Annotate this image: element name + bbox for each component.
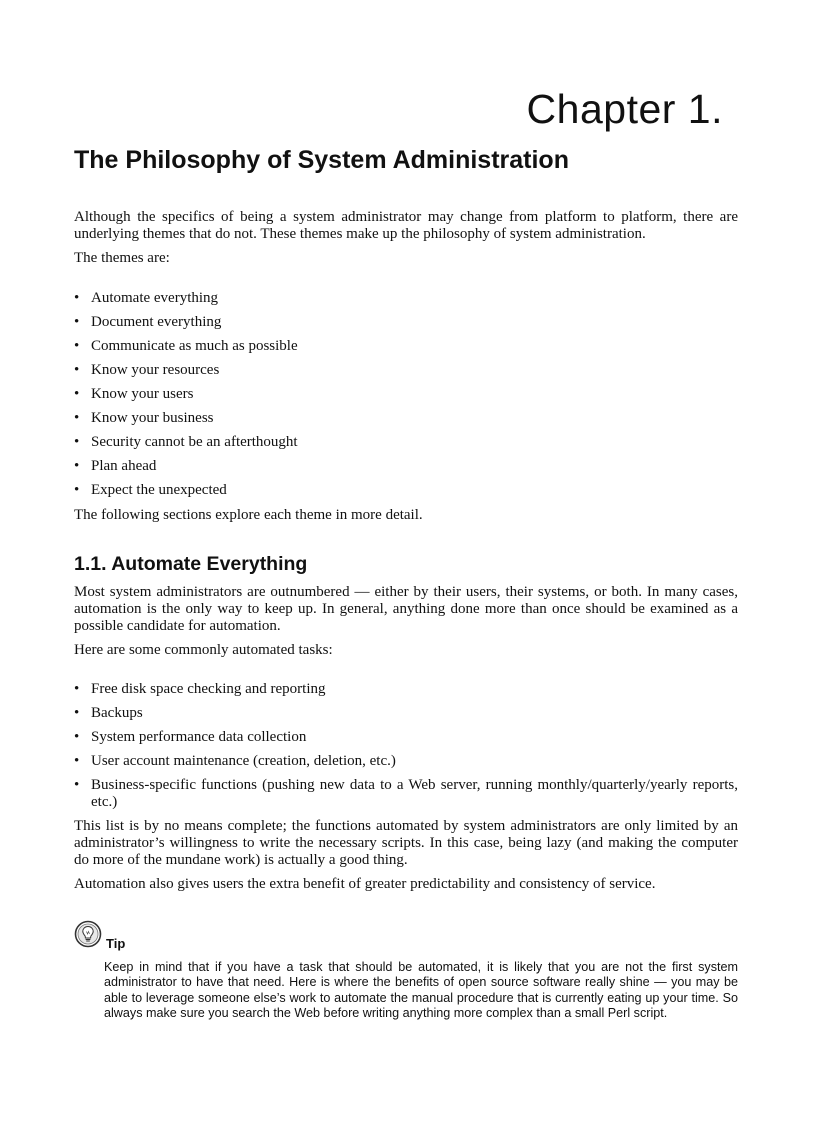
- section-paragraph: This list is by no means complete; the functions automated by system administrators are only limited by an administrator’s willingness to write the necessary scripts. In this case, being lazy (and making the computer do more of the mundane work) is actually a good thing.: [74, 818, 738, 868]
- bullet-icon: •: [74, 290, 80, 306]
- themes-closing: The following sections explore each theme in more detail.: [74, 507, 423, 523]
- bullet-icon: •: [74, 729, 80, 745]
- bullet-icon: •: [74, 314, 80, 330]
- list-item-text: Plan ahead: [91, 458, 157, 474]
- list-item-text: Security cannot be an afterthought: [91, 434, 298, 450]
- section-paragraph: Automation also gives users the extra benefit of greater predictability and consistency of service.: [74, 876, 656, 892]
- themes-lead: The themes are:: [74, 250, 170, 266]
- bullet-icon: •: [74, 681, 80, 697]
- section-paragraph: Most system administrators are outnumbered — either by their users, their systems, or both. In many cases, automation is the only way to keep up. In general, anything done more than once should be examined as a possible candidate for automation.: [74, 584, 738, 634]
- list-item: [74, 290, 738, 307]
- list-item: [74, 362, 738, 379]
- list-item: [74, 434, 738, 451]
- list-item: [74, 705, 738, 722]
- list-item-text: Automate everything: [91, 290, 219, 306]
- list-item-text: Free disk space checking and reporting: [91, 681, 326, 697]
- list-item: [74, 410, 738, 427]
- list-item-text: Know your users: [91, 386, 194, 402]
- list-item: [74, 729, 738, 746]
- list-item-text: Know your resources: [91, 362, 220, 378]
- tip-text: Keep in mind that if you have a task that should be automated, it is likely that you are not the first system administrator to have that need. Here is where the benefits of open source software really shine — you may be able to leverage someone else’s work to automate the manual procedure that is currently eating up your time. So always make sure you search the Web before writing anything more complex than a small Perl script.: [104, 960, 738, 1020]
- list-item: [74, 386, 738, 403]
- bullet-icon: •: [74, 482, 80, 498]
- tasks-lead: Here are some commonly automated tasks:: [74, 642, 333, 658]
- list-item-text: Know your business: [91, 410, 214, 426]
- bullet-icon: •: [74, 458, 80, 474]
- bullet-icon: •: [74, 386, 80, 402]
- bullet-icon: •: [74, 362, 80, 378]
- section-title: 1.1. Automate Everything: [74, 553, 308, 575]
- list-item: [74, 681, 738, 698]
- list-item-text: Communicate as much as possible: [91, 338, 298, 354]
- list-item: [74, 314, 738, 331]
- list-item-text: User account maintenance (creation, deletion, etc.): [91, 753, 396, 769]
- chapter-title: The Philosophy of System Administration: [74, 146, 569, 174]
- bullet-icon: •: [74, 753, 80, 769]
- bullet-icon: •: [74, 338, 80, 354]
- list-item-text: Expect the unexpected: [91, 482, 227, 498]
- bullet-icon: •: [74, 410, 80, 426]
- list-item: [74, 753, 738, 770]
- lightbulb-icon: [74, 920, 102, 948]
- list-item: [74, 777, 738, 811]
- tip-label: Tip: [106, 936, 126, 951]
- bullet-icon: •: [74, 434, 80, 450]
- list-item: [74, 458, 738, 475]
- list-item-text: Backups: [91, 705, 143, 721]
- list-item: [74, 482, 738, 499]
- list-item-text: System performance data collection: [91, 729, 307, 745]
- list-item: [74, 338, 738, 355]
- chapter-number: Chapter 1.: [526, 86, 723, 132]
- list-item-text: Business-specific functions (pushing new data to a Web server, running monthly/quarterly/yearly reports, etc.): [91, 777, 738, 810]
- list-item-text: Document everything: [91, 314, 222, 330]
- bullet-icon: •: [74, 777, 80, 793]
- tasks-list: [74, 681, 738, 818]
- themes-list: [74, 290, 738, 506]
- bullet-icon: •: [74, 705, 80, 721]
- intro-paragraph: Although the specifics of being a system administrator may change from platform to platform, there are underlying themes that do not. These themes make up the philosophy of system administration.: [74, 209, 738, 242]
